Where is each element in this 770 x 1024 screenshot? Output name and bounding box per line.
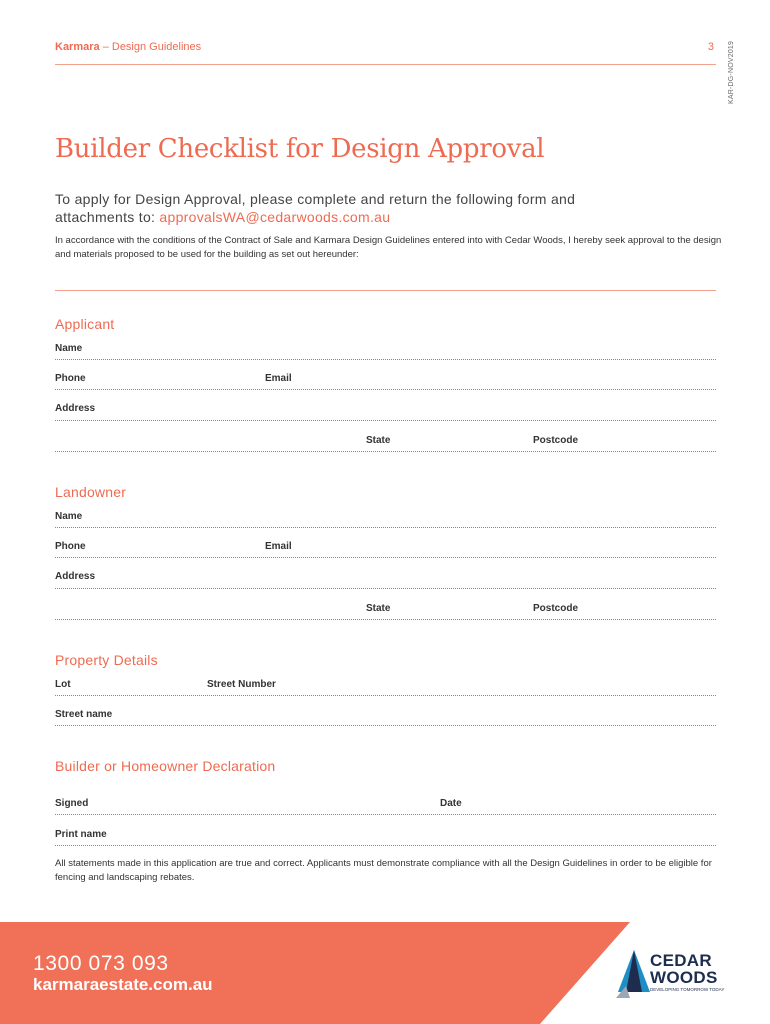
logo-tagline: DEVELOPING TOMORROW TODAY (650, 987, 725, 992)
landowner-section-title: Landowner (55, 484, 127, 500)
applicant-email-label: Email (265, 373, 292, 384)
landowner-phone-email-field[interactable] (55, 557, 716, 558)
applicant-name-field[interactable] (55, 359, 716, 360)
consent-statement: In accordance with the conditions of the Contract of Sale and Karmara Design Guidelines entered into with Cedar Woods, I hereby seek approval to the design and materials proposed to be used for the building as set out hereunder: (55, 235, 722, 260)
declaration-section-title: Builder or Homeowner Declaration (55, 758, 276, 774)
print-name-label: Print name (55, 829, 107, 840)
header-brand (55, 41, 201, 53)
applicant-postcode-label: Postcode (533, 435, 579, 446)
date-label: Date (440, 798, 462, 809)
footer-phone[interactable]: 1300 073 093 (33, 952, 169, 975)
lot-street-number-field[interactable] (55, 695, 716, 696)
document-code: KAR-DG-NOV2019 (728, 40, 735, 104)
compliance-note: All statements made in this application are true and correct. Applicants must demonstrate compliance with all the Design Guidelines in order to be eligible for fencing and landscaping rebates. (55, 858, 712, 883)
property-section-title: Property Details (55, 652, 158, 668)
applicant-section-title: Applicant (55, 316, 115, 332)
page-header (55, 41, 716, 65)
landowner-address-field[interactable] (55, 588, 716, 589)
landowner-postcode-label: Postcode (533, 603, 579, 614)
signed-date-field[interactable] (55, 814, 716, 815)
brand-name: Karmara (55, 41, 100, 53)
logo-word-cedar: CEDAR (650, 951, 712, 970)
street-name-label: Street name (55, 709, 113, 720)
landowner-email-label: Email (265, 541, 292, 552)
landowner-phone-label: Phone (55, 541, 86, 552)
page-number: 3 (707, 41, 714, 53)
approval-email-link[interactable]: approvalsWA@cedarwoods.com.au (159, 209, 391, 225)
street-number-label: Street Number (207, 679, 276, 690)
brand-subtitle: Design Guidelines (111, 41, 202, 53)
section-divider (55, 290, 716, 291)
print-name-field[interactable] (55, 845, 716, 846)
applicant-state-label: State (366, 435, 391, 446)
applicant-address-field[interactable] (55, 420, 716, 421)
applicant-address-label: Address (55, 403, 96, 414)
lot-label: Lot (55, 679, 71, 690)
applicant-phone-email-field[interactable] (55, 389, 716, 390)
logo-word-woods: WOODS (650, 968, 718, 987)
landowner-name-field[interactable] (55, 527, 716, 528)
intro-line-1: To apply for Design Approval, please complete and return the following form and (55, 191, 576, 207)
street-name-field[interactable] (55, 725, 716, 726)
applicant-state-postcode-field[interactable] (55, 451, 716, 452)
page-title: Builder Checklist for Design Approval (55, 134, 545, 164)
landowner-state-label: State (366, 603, 391, 614)
footer-website-link[interactable]: karmaraestate.com.au (33, 975, 213, 994)
signed-label: Signed (55, 798, 89, 809)
brand-separator: – (99, 41, 112, 53)
intro-line-2 (55, 208, 715, 226)
intro-text (55, 190, 715, 226)
cedar-woods-logo (612, 946, 742, 998)
applicant-phone-label: Phone (55, 373, 86, 384)
applicant-name-label: Name (55, 343, 83, 354)
landowner-name-label: Name (55, 511, 83, 522)
cedar-woods-logo-icon (612, 946, 652, 998)
landowner-address-label: Address (55, 571, 96, 582)
intro-prefix: attachments to: (55, 209, 160, 225)
landowner-state-postcode-field[interactable] (55, 619, 716, 620)
